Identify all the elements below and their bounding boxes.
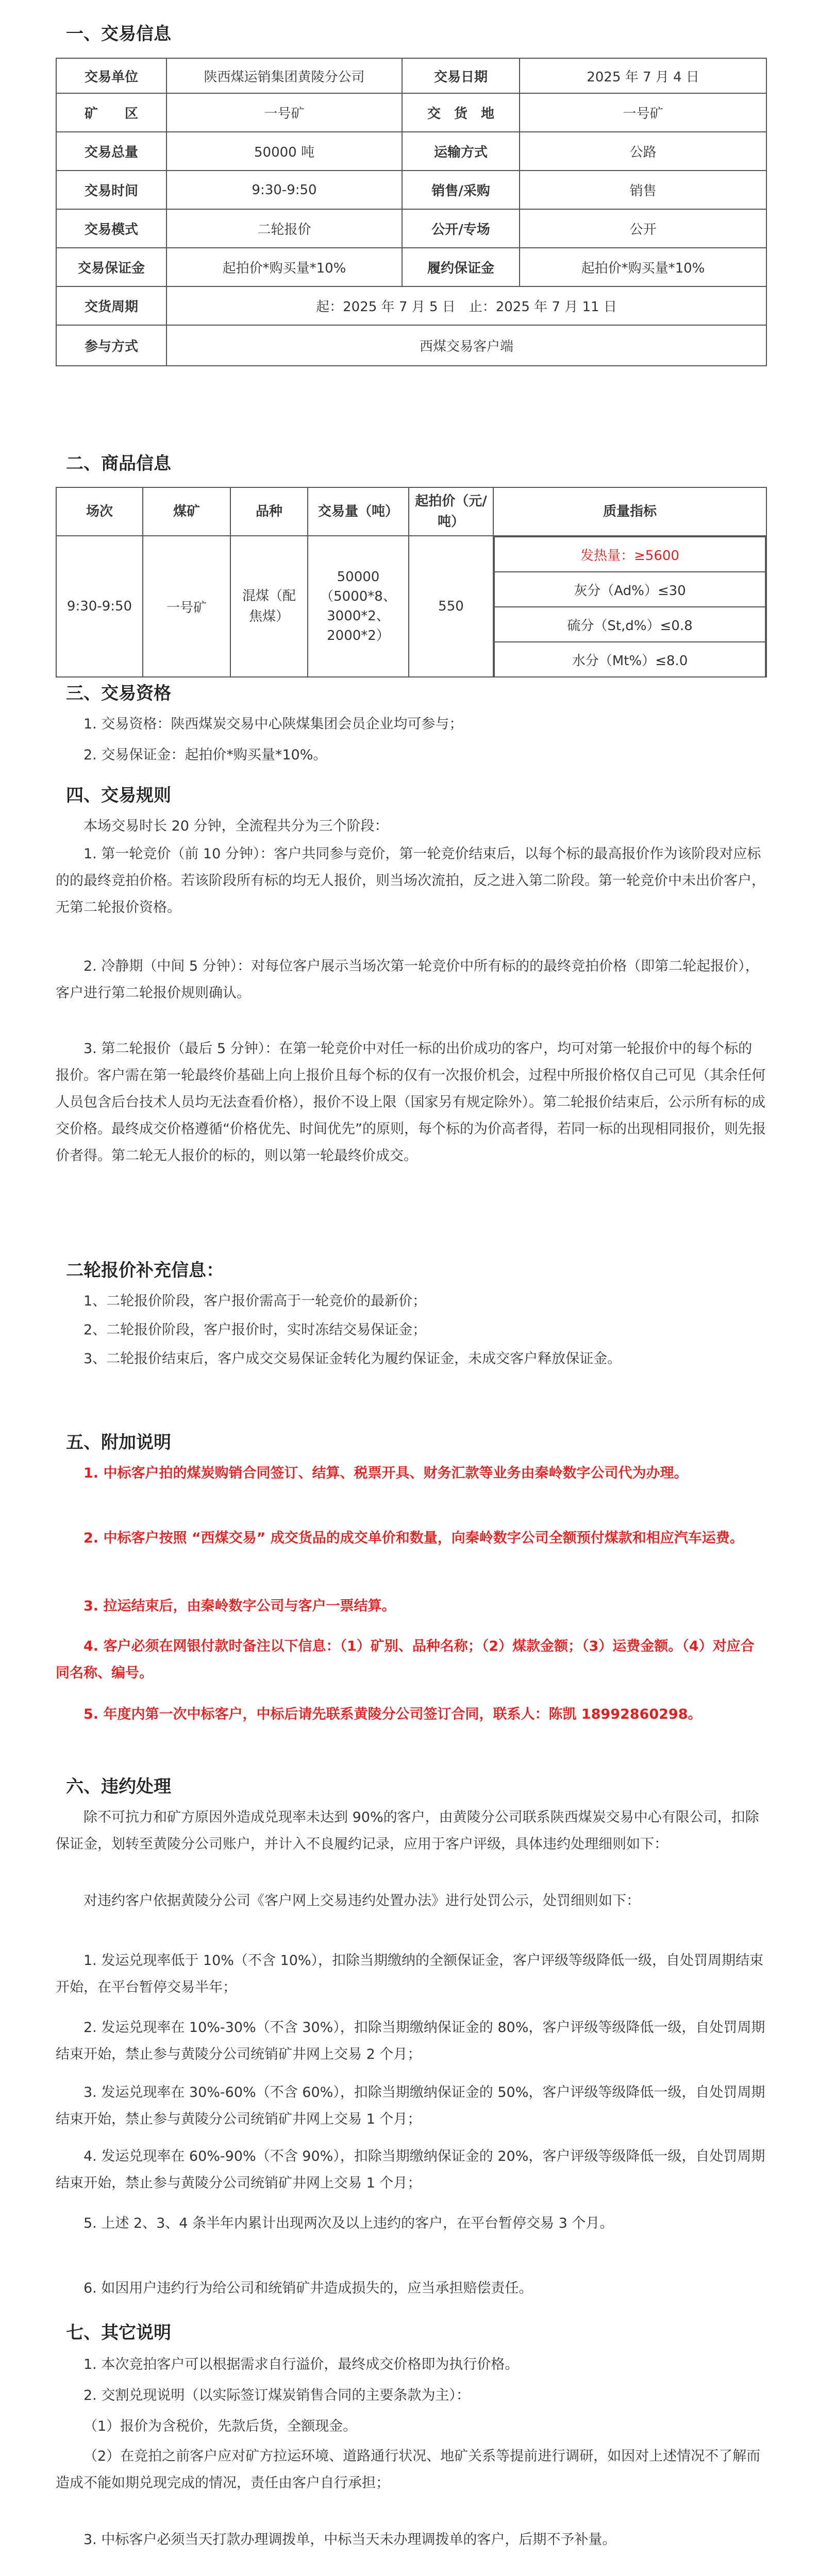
table-row	[56, 93, 766, 132]
header-session: 场次	[56, 487, 143, 536]
cell-variety: 混煤（配焦煤）	[230, 536, 308, 677]
label-trade-unit: 交易单位	[56, 58, 166, 93]
volume-split: （5000*8、3000*2、2000*2）	[320, 589, 396, 643]
label-delivery-period: 交货周期	[56, 286, 166, 325]
other-item-4: （2）在竞拍之前客户应对矿方拉运环境、道路通行状况、地矿关系等提前进行调研，如因对上述情况不了解而造成不能如期兑现完成的情况，责任由客户自行承担；	[56, 2448, 761, 2491]
breach-intro-2: 对违约客户依据黄陵分公司《客户网上交易违约处置办法》进行处罚公示，处罚细则如下：	[84, 1893, 640, 1909]
label-transport: 运输方式	[402, 132, 520, 171]
value-trade-time: 9:30-9:50	[166, 171, 402, 209]
table-header-row	[56, 487, 766, 536]
breach-intro: 除不可抗力和矿方原因外造成兑现率未达到 90%的客户，由黄陵分公司联系陕西煤炭交易中心有限公司，扣除保证金，划转至黄陵分公司账户，并计入不良履约记录，应用于客户评级，具体违约处理细则如下：	[56, 1809, 759, 1852]
label-performance-deposit: 履约保证金	[402, 248, 520, 286]
rules-item-1: 1. 第一轮竞价（前 10 分钟）：客户共同参与竞价，第一轮竞价结束后，以每个标的最高报价作为该阶段对应标的的最终竞拍价格。若该阶段所有标的均无人报价，则当场次流拍，反之进入第二阶段。第一轮竞价中未出价客户，无第二轮报价资格。	[56, 846, 765, 916]
header-quality: 质量指标	[493, 487, 766, 536]
section-title-trade-info: 一、交易信息	[66, 24, 171, 44]
value-public-special: 公开	[520, 209, 766, 248]
label-trade-time: 交易时间	[56, 171, 166, 209]
volume-total: 50000	[337, 569, 380, 585]
label-sale-purchase: 销售/采购	[402, 171, 520, 209]
qualification-item-2: 2. 交易保证金：起拍价*购买量*10%。	[84, 747, 327, 763]
other-item-2: 2. 交割兑现说明（以实际签订煤炭销售合同的主要条款为主）：	[84, 2387, 470, 2403]
rules-intro: 本场交易时长 20 分钟，全流程共分为三个阶段：	[84, 818, 389, 834]
value-mine-area: 一号矿	[166, 93, 402, 132]
header-variety: 品种	[230, 487, 308, 536]
qualification-item-1: 1. 交易资格：陕西煤炭交易中心陕煤集团会员企业均可参与；	[84, 716, 463, 732]
rules-item-2: 2. 冷静期（中间 5 分钟）：对每位客户展示当场次第一轮竞价中所有标的的最终竞拍价格（即第二轮起报价），客户进行第二轮报价规则确认。	[56, 958, 759, 1001]
value-performance-deposit: 起拍价*购买量*10%	[520, 248, 766, 286]
table-row	[56, 58, 766, 93]
value-trade-unit: 陕西煤运销集团黄陵分公司	[166, 58, 402, 93]
value-transport: 公路	[520, 132, 766, 171]
value-delivery-period: 起：2025 年 7 月 5 日 止：2025 年 7 月 11 日	[166, 286, 766, 325]
cell-session: 9:30-9:50	[56, 536, 143, 677]
table-row	[56, 132, 766, 171]
header-mine: 煤矿	[143, 487, 230, 536]
section-title-goods-info: 二、商品信息	[66, 453, 171, 474]
additional-item-2: 2. 中标客户按照 “西煤交易” 成交货品的成交单价和数量，向秦岭数字公司全额预付煤款和相应汽车运费。	[84, 1530, 744, 1546]
table-row	[56, 536, 766, 677]
second-round-item-1: 1、二轮报价阶段，客户报价需高于一轮竞价的最新价；	[84, 1293, 427, 1309]
quality-item-ash: 灰分（Ad%）≤30	[494, 572, 765, 607]
breach-item-5: 5. 上述 2、3、4 条半年内累计出现两次及以上违约的客户，在平台暂停交易 3 个月。	[84, 2215, 614, 2231]
table-row	[56, 171, 766, 209]
additional-item-3: 3. 拉运结束后，由秦岭数字公司与客户一票结算。	[84, 1598, 396, 1614]
label-trade-date: 交易日期	[402, 58, 520, 93]
value-trade-mode: 二轮报价	[166, 209, 402, 248]
label-trade-mode: 交易模式	[56, 209, 166, 248]
goods-info-table	[56, 487, 767, 677]
second-round-item-2: 2、二轮报价阶段，客户报价时，实时冻结交易保证金；	[84, 1322, 427, 1338]
breach-item-2: 2. 发运兑现率在 10%-30%（不含 30%），扣除当期缴纳保证金的 80%，客户评级等级降低一级，自处罚周期结束开始，禁止参与黄陵分公司统销矿井网上交易 2 个月；	[56, 2020, 765, 2062]
label-total-volume: 交易总量	[56, 132, 166, 171]
other-item-5: 3. 中标客户必须当天打款办理调拨单，中标当天未办理调拨单的客户，后期不予补量。	[84, 2532, 616, 2548]
header-start-price: 起拍价（元/吨）	[409, 487, 493, 536]
table-row	[56, 209, 766, 248]
section-title-other: 七、其它说明	[66, 2323, 171, 2343]
additional-item-4: 4. 客户必须在网银付款时备注以下信息：（1）矿别、品种名称；（2）煤款金额；（3）运费金额。（4）对应合同名称、编号。	[56, 1638, 755, 1681]
label-delivery-place: 交 货 地	[402, 93, 520, 132]
trade-info-table	[56, 58, 767, 366]
cell-volume	[308, 536, 409, 677]
section-title-breach: 六、违约处理	[66, 1776, 171, 1797]
header-volume: 交易量（吨）	[308, 487, 409, 536]
cell-start-price: 550	[409, 536, 493, 677]
quality-item-sulfur: 硫分（St,d%）≤0.8	[494, 607, 765, 642]
rules-item-3: 3. 第二轮报价（最后 5 分钟）：在第一轮竞价中对任一标的出价成功的客户，均可对第一轮报价中的每个标的报价。客户需在第一轮最终价基础上向上报价且每个标的仅有一次报价机会，过程中所报价格仅自己可见（其余任何人员包含后台技术人员均无法查看价格），报价不设上限（国家另有规定除外）。第二轮报价结束后，公示所有标的成交价格。最终成交价格遵循“价格优先、时间优先”的原则，每个标的为价高者得，若同一标的出现相同报价，则先报价者得。第二轮无人报价的标的，则以第一轮最终价成交。	[56, 1041, 766, 1164]
value-trade-deposit: 起拍价*购买量*10%	[166, 248, 402, 286]
second-round-item-3: 3、二轮报价结束后，客户成交交易保证金转化为履约保证金，未成交客户释放保证金。	[84, 1351, 622, 1367]
section-title-second-round: 二轮报价补充信息：	[66, 1260, 224, 1281]
section-title-rules: 四、交易规则	[66, 785, 171, 806]
breach-item-4: 4. 发运兑现率在 60%-90%（不含 90%），扣除当期缴纳保证金的 20%，客户评级等级降低一级，自处罚周期结束开始，禁止参与黄陵分公司统销矿井网上交易 1 个月；	[56, 2148, 765, 2191]
breach-item-1: 1. 发运兑现率低于 10%（不含 10%），扣除当期缴纳的全额保证金，客户评级等级降低一级，自处罚周期结束开始，在平台暂停交易半年；	[56, 1953, 764, 1995]
label-trade-deposit: 交易保证金	[56, 248, 166, 286]
quality-list	[494, 536, 766, 676]
table-row	[56, 325, 766, 366]
table-row	[56, 248, 766, 286]
cell-quality	[493, 536, 766, 677]
value-participation: 西煤交易客户端	[166, 325, 766, 366]
value-trade-date: 2025 年 7 月 4 日	[520, 58, 766, 93]
value-sale-purchase: 销售	[520, 171, 766, 209]
label-public-special: 公开/专场	[402, 209, 520, 248]
other-item-1: 1. 本次竞拍客户可以根据需求自行溢价，最终成交价格即为执行价格。	[84, 2357, 519, 2372]
label-mine-area: 矿 区	[56, 93, 166, 132]
section-title-qualification: 三、交易资格	[66, 683, 171, 704]
quality-item-moisture: 水分（Mt%）≤8.0	[494, 642, 765, 676]
section-title-additional: 五、附加说明	[66, 1432, 171, 1453]
additional-item-1: 1. 中标客户拍的煤炭购销合同签订、结算、税票开具、财务汇款等业务由秦岭数字公司代为办理。	[84, 1465, 688, 1481]
cell-mine: 一号矿	[143, 536, 230, 677]
breach-item-3: 3. 发运兑现率在 30%-60%（不含 60%），扣除当期缴纳保证金的 50%，客户评级等级降低一级，自处罚周期结束开始，禁止参与黄陵分公司统销矿井网上交易 1 个月；	[56, 2084, 765, 2127]
quality-item-calorific: 发热量：≥5600	[494, 537, 765, 572]
additional-item-5: 5. 年度内第一次中标客户，中标后请先联系黄陵分公司签订合同，联系人：陈凯 18992860298。	[84, 1706, 702, 1722]
value-total-volume: 50000 吨	[166, 132, 402, 171]
value-delivery-place: 一号矿	[520, 93, 766, 132]
other-item-3: （1）报价为含税价，先款后货，全额现金。	[84, 2418, 357, 2434]
label-participation: 参与方式	[56, 325, 166, 366]
breach-item-6: 6. 如因用户违约行为给公司和统销矿井造成损失的，应当承担赔偿责任。	[84, 2280, 533, 2296]
table-row	[56, 286, 766, 325]
